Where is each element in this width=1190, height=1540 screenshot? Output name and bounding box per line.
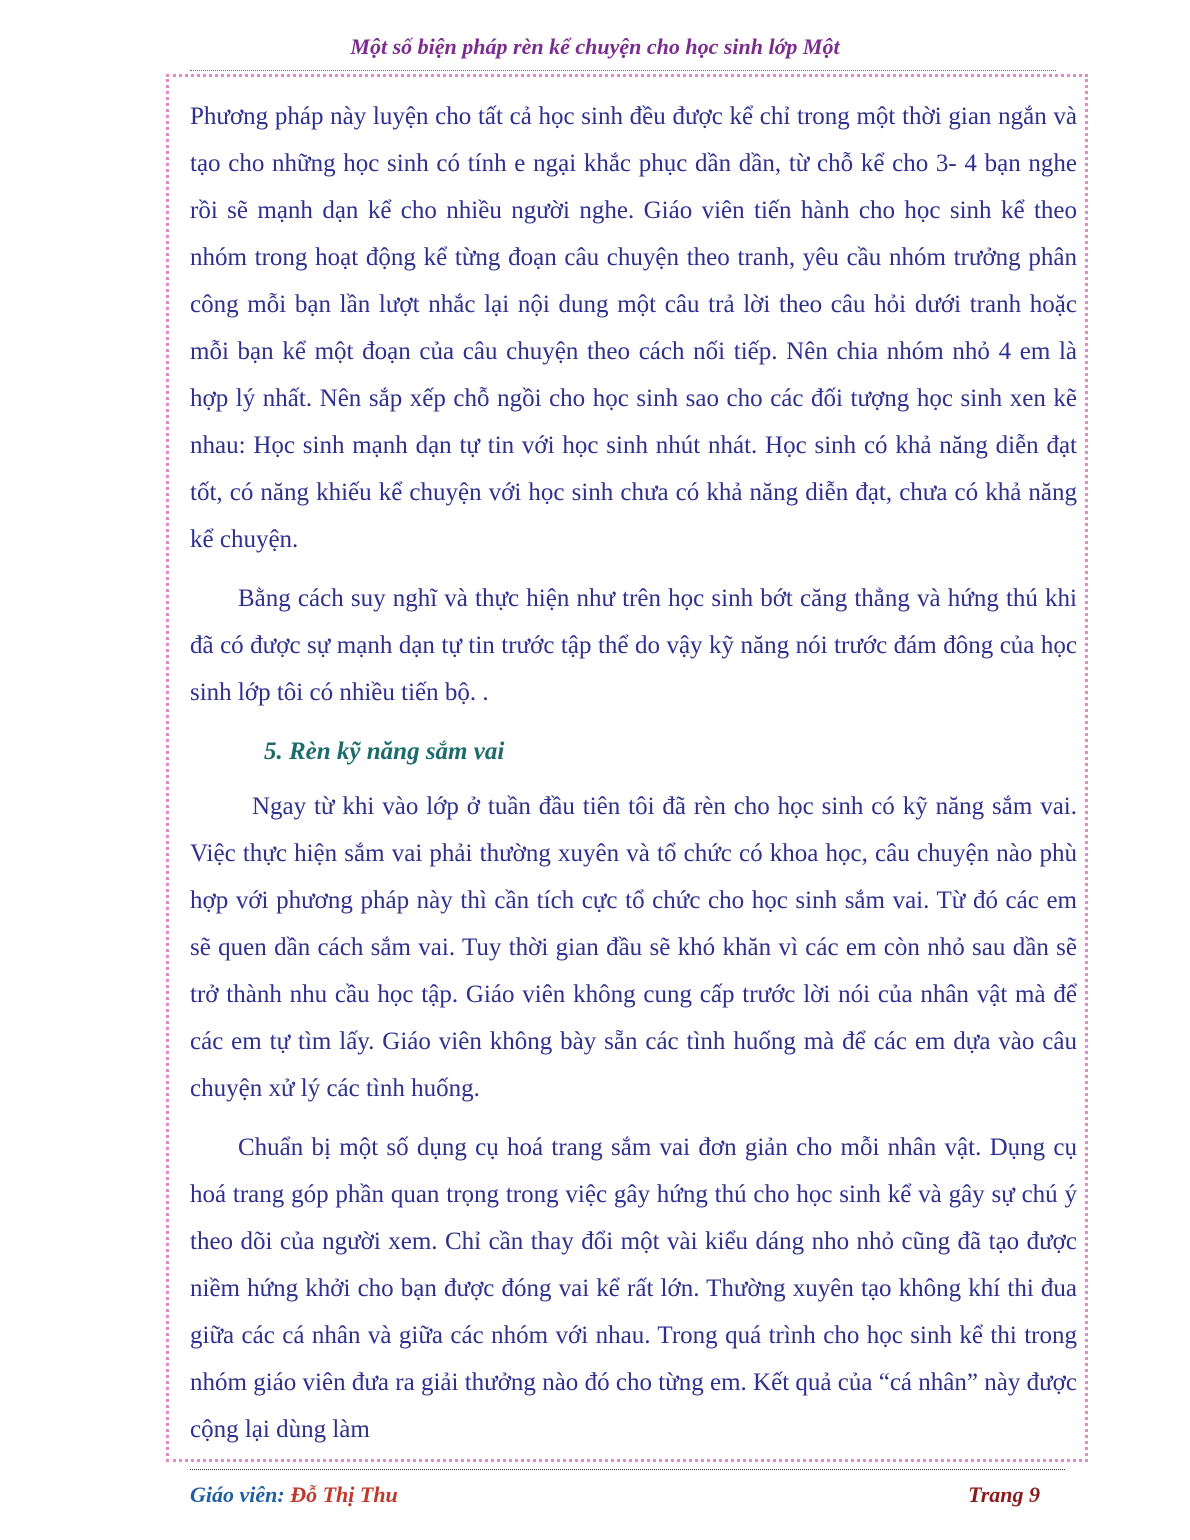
- paragraph-2: Bằng cách suy nghĩ và thực hiện như trên học sinh bớt căng thẳng và hứng thú khi đã có được sự mạnh dạn tự tin trước tập thể do vậy kỹ năng nói trước đám đông của học sinh lớp tôi có nhiều tiến bộ. .: [190, 585, 1077, 706]
- page-header-title: Một số biện pháp rèn kể chuyện cho học sinh lớp Một: [350, 34, 840, 59]
- paragraph-1: Phương pháp này luyện cho tất cả học sinh đều được kể chỉ trong một thời gian ngắn và tạo cho những học sinh có tính e ngại khắc phục dần dần, từ chỗ kể cho 3- 4 bạn nghe rồi sẽ mạnh dạn kể cho nhiều người nghe. Giáo viên tiến hành cho học sinh kể theo nhóm trong hoạt động kể từng đoạn câu chuyện theo tranh, yêu cầu nhóm trưởng phân công mỗi bạn lần lượt nhắc lại nội dung một câu trả lời theo câu hỏi dưới tranh hoặc mỗi bạn kể một đoạn của câu chuyện theo cách nối tiếp. Nên chia nhóm nhỏ 4 em là hợp lý nhất. Nên sắp xếp chỗ ngồi cho học sinh sao cho các đối tượng học sinh xen kẽ nhau: Học sinh mạnh dạn tự tin với học sinh nhút nhát. Học sinh có khả năng diễn đạt tốt, có năng khiếu kể chuyện với học sinh chưa có khả năng diễn đạt, chưa có khả năng kể chuyện.: [190, 103, 1077, 553]
- teacher-name: Đỗ Thị Thu: [290, 1482, 398, 1507]
- footer-teacher: [190, 1482, 398, 1508]
- paragraph-3: Ngay từ khi vào lớp ở tuần đầu tiên tôi đã rèn cho học sinh có kỹ năng sắm vai. Việc thực hiện sắm vai phải thường xuyên và tổ chức có khoa học, câu chuyện nào phù hợp với phương pháp này thì cần tích cực tổ chức cho học sinh sắm vai. Từ đó các em sẽ quen dần cách sắm vai. Tuy thời gian đầu sẽ khó khăn vì các em còn nhỏ sau dần sẽ trở thành nhu cầu học tập. Giáo viên không cung cấp trước lời nói của nhân vật mà để các em tự tìm lấy. Giáo viên không bày sẵn các tình huống mà để các em dựa vào câu chuyện xử lý các tình huống.: [190, 793, 1077, 1102]
- document-body: [190, 93, 1077, 1453]
- section-heading: 5. Rèn kỹ năng sắm vai: [264, 738, 505, 765]
- footer-divider: [190, 1469, 1065, 1470]
- teacher-label: Giáo viên:: [190, 1482, 285, 1507]
- page-number: Trang 9: [968, 1482, 1040, 1507]
- paragraph-4: Chuẩn bị một số dụng cụ hoá trang sắm vai đơn giản cho mỗi nhân vật. Dụng cụ hoá trang góp phần quan trọng trong việc gây hứng thú cho học sinh kể và gây sự chú ý theo dõi của người xem. Chỉ cần thay đổi một vài kiểu dáng nho nhỏ cũng đã tạo được niềm hứng khởi cho bạn được đóng vai kể rất lớn. Thường xuyên tạo không khí thi đua giữa các cá nhân và giữa các nhóm với nhau. Trong quá trình cho học sinh kể thi trong nhóm giáo viên đưa ra giải thưởng nào đó cho từng em. Kết quả của “cá nhân” này được cộng lại dùng làm: [190, 1134, 1077, 1443]
- header-divider: [190, 70, 1056, 71]
